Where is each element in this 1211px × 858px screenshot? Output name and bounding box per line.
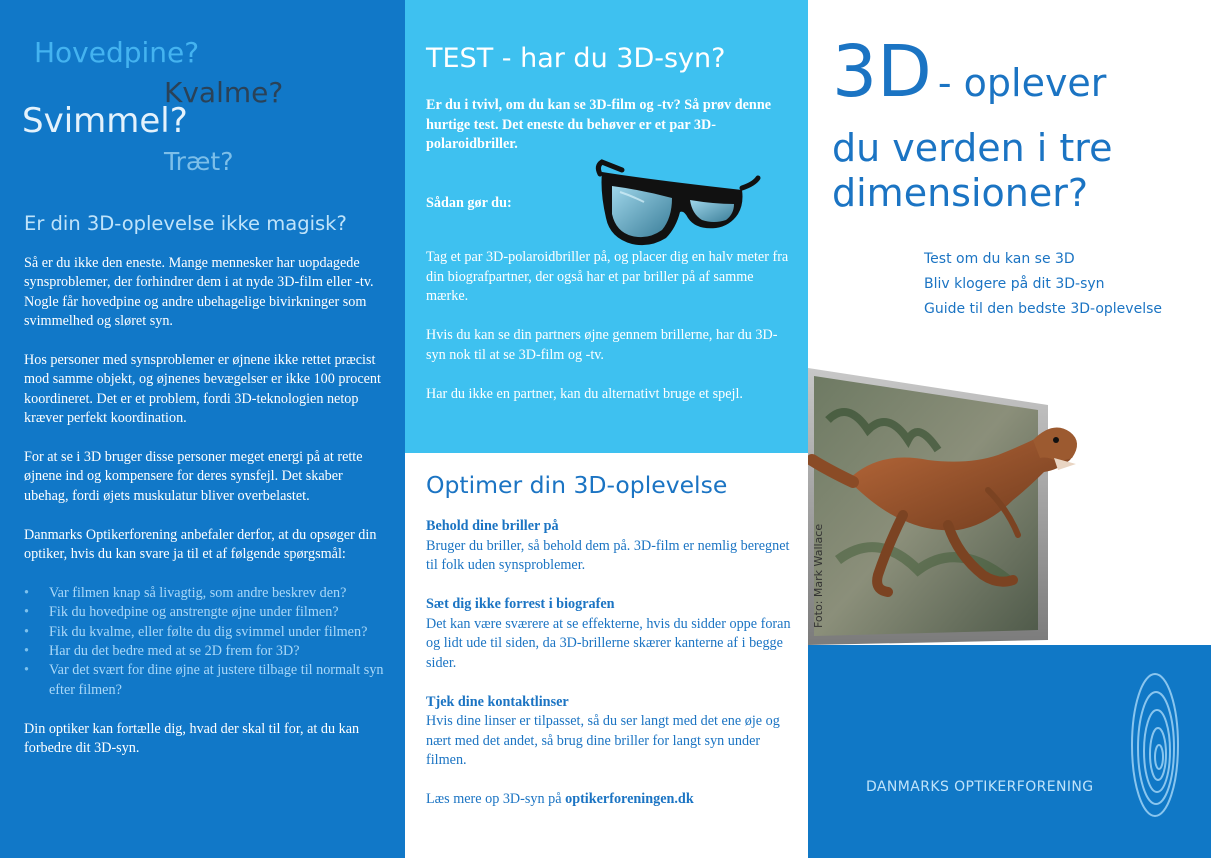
optimize-section: [426, 595, 796, 673]
optimize-heading: Optimer din 3D-oplevelse: [426, 471, 728, 499]
section-title: Sæt dig ikke forrest i biografen: [426, 596, 615, 612]
test-heading: TEST - har du 3D-syn?: [426, 43, 726, 74]
section-text: Hvis dine linser er tilpasset, så du ser langt med det ene øje og nært med det andet, så brug dine briller for langt syn under filmen.: [426, 713, 780, 768]
test-how-label: Sådan gør du:: [426, 195, 512, 211]
question-nausea: Kvalme?: [164, 76, 284, 109]
list-item: • Har du det bedre med at se 2D frem for 3D?: [24, 642, 384, 661]
list-item: • Var det svært for dine øjne at justere tilbage til normalt syn efter filmen?: [24, 661, 384, 700]
left-paragraph: Så er du ikke den eneste. Mange mennesker har uopdagede synsproblemer, der forhindrer dem i at nyde 3D-film eller -tv. Nogle får hovedpine og andre ubehagelige bivirkninger som svimmelhed og sløret syn.: [24, 255, 374, 330]
cover-title-line1: [832, 30, 1202, 126]
section-title: Tjek dine kontaktlinser: [426, 693, 569, 710]
dinosaur-3d-screen-image: [808, 360, 1211, 650]
left-paragraph: For at se i 3D bruger disse personer meget energi på at rette øjnene ind og kompensere for deres synsfejl. Det skaber ubehag, fordi øjets muskulatur bliver overbelastet.: [24, 449, 363, 504]
cover-title-part3: dimensioner?: [832, 171, 1089, 215]
section-title: Behold dine briller på: [426, 518, 559, 534]
optimize-panel: [405, 453, 808, 858]
read-more-prefix: Læs mere op 3D-syn på: [426, 791, 566, 807]
optimize-section: [426, 517, 796, 576]
cover-title-3d: 3D: [832, 30, 932, 113]
left-closing: Din optiker kan fortælle dig, hvad der skal til for, at du kan forbedre dit 3D-syn.: [24, 720, 360, 757]
cover-title: [832, 30, 1202, 216]
left-heading: Er din 3D-oplevelse ikke magisk?: [24, 212, 347, 235]
cover-topic[interactable]: Test om du kan se 3D: [924, 251, 1075, 267]
question-tired: Træt?: [164, 147, 234, 176]
test-paragraph: Har du ikke en partner, kan du alternativt bruge et spejl.: [426, 385, 743, 402]
organization-footer: [808, 645, 1211, 858]
photo-credit: Foto: Mark Wallace: [812, 523, 825, 628]
section-text: Det kan være sværere at se effekterne, hvis du sidder oppe foran og lidt ude til siden, da 3D-brillerne skærer kanterne af i begge sider.: [426, 615, 791, 671]
left-paragraph: Hos personer med synsproblemer er øjnene ikke rettet præcist mod samme objekt, og øjnenes bevægelser er ikke 100 procent koordineret. Det er et problem, fordi 3D-teknologien netop kræver perfekt koordination.: [24, 352, 381, 427]
cover-title-part2: du verden i tre: [832, 126, 1113, 170]
question-dizzy: Svimmel?: [22, 101, 188, 141]
read-more-link[interactable]: optikerforeningen.dk: [565, 791, 694, 807]
spiral-logo-icon: [1130, 672, 1180, 818]
cover-topics: [924, 247, 1162, 322]
read-more-line: [426, 790, 796, 810]
organization-name: DANMARKS OPTIKERFORENING: [866, 779, 1094, 795]
test-paragraph: Hvis du kan se din partners øjne gennem brillerne, har du 3D-syn nok til at se 3D-film og -tv.: [426, 327, 778, 363]
test-paragraph: Tag et par 3D-polaroidbriller på, og placer dig en halv meter fra din biografpartner, der også har et par briller på af samme mærke.: [426, 249, 789, 304]
optimize-body: [426, 517, 796, 810]
left-paragraph: Danmarks Optikerforening anbefaler derfor, at du opsøger din optiker, hvis du kan svare ja til et af følgende spørgsmål:: [24, 526, 377, 563]
3d-glasses-image: [592, 152, 764, 252]
list-item: • Fik du hovedpine og anstrengte øjne under filmen?: [24, 603, 384, 622]
symptom-list: [24, 584, 384, 700]
cover-topic[interactable]: Guide til den bedste 3D-oplevelse: [924, 301, 1162, 317]
left-body: [24, 254, 384, 778]
list-item: • Fik du kvalme, eller følte du dig svimmel under filmen?: [24, 623, 384, 642]
cover-title-part1: - oplever: [937, 61, 1107, 105]
test-body: [426, 248, 796, 424]
section-text: Bruger du briller, så behold dem på. 3D-film er nemlig beregnet til folk uden synsproblemer.: [426, 537, 790, 573]
test-intro: Er du i tvivl, om du kan se 3D-film og -tv? Så prøv denne hurtige test. Det eneste du behøver er et par 3D-polaroidbriller.: [426, 97, 772, 152]
left-panel: [0, 0, 405, 858]
optimize-section: [426, 693, 796, 771]
cover-topic[interactable]: Bliv klogere på dit 3D-syn: [924, 276, 1105, 292]
list-item: • Var filmen knap så livagtig, som andre beskrev den?: [24, 584, 384, 603]
question-headache: Hovedpine?: [34, 36, 200, 69]
cover-panel: [808, 0, 1211, 858]
